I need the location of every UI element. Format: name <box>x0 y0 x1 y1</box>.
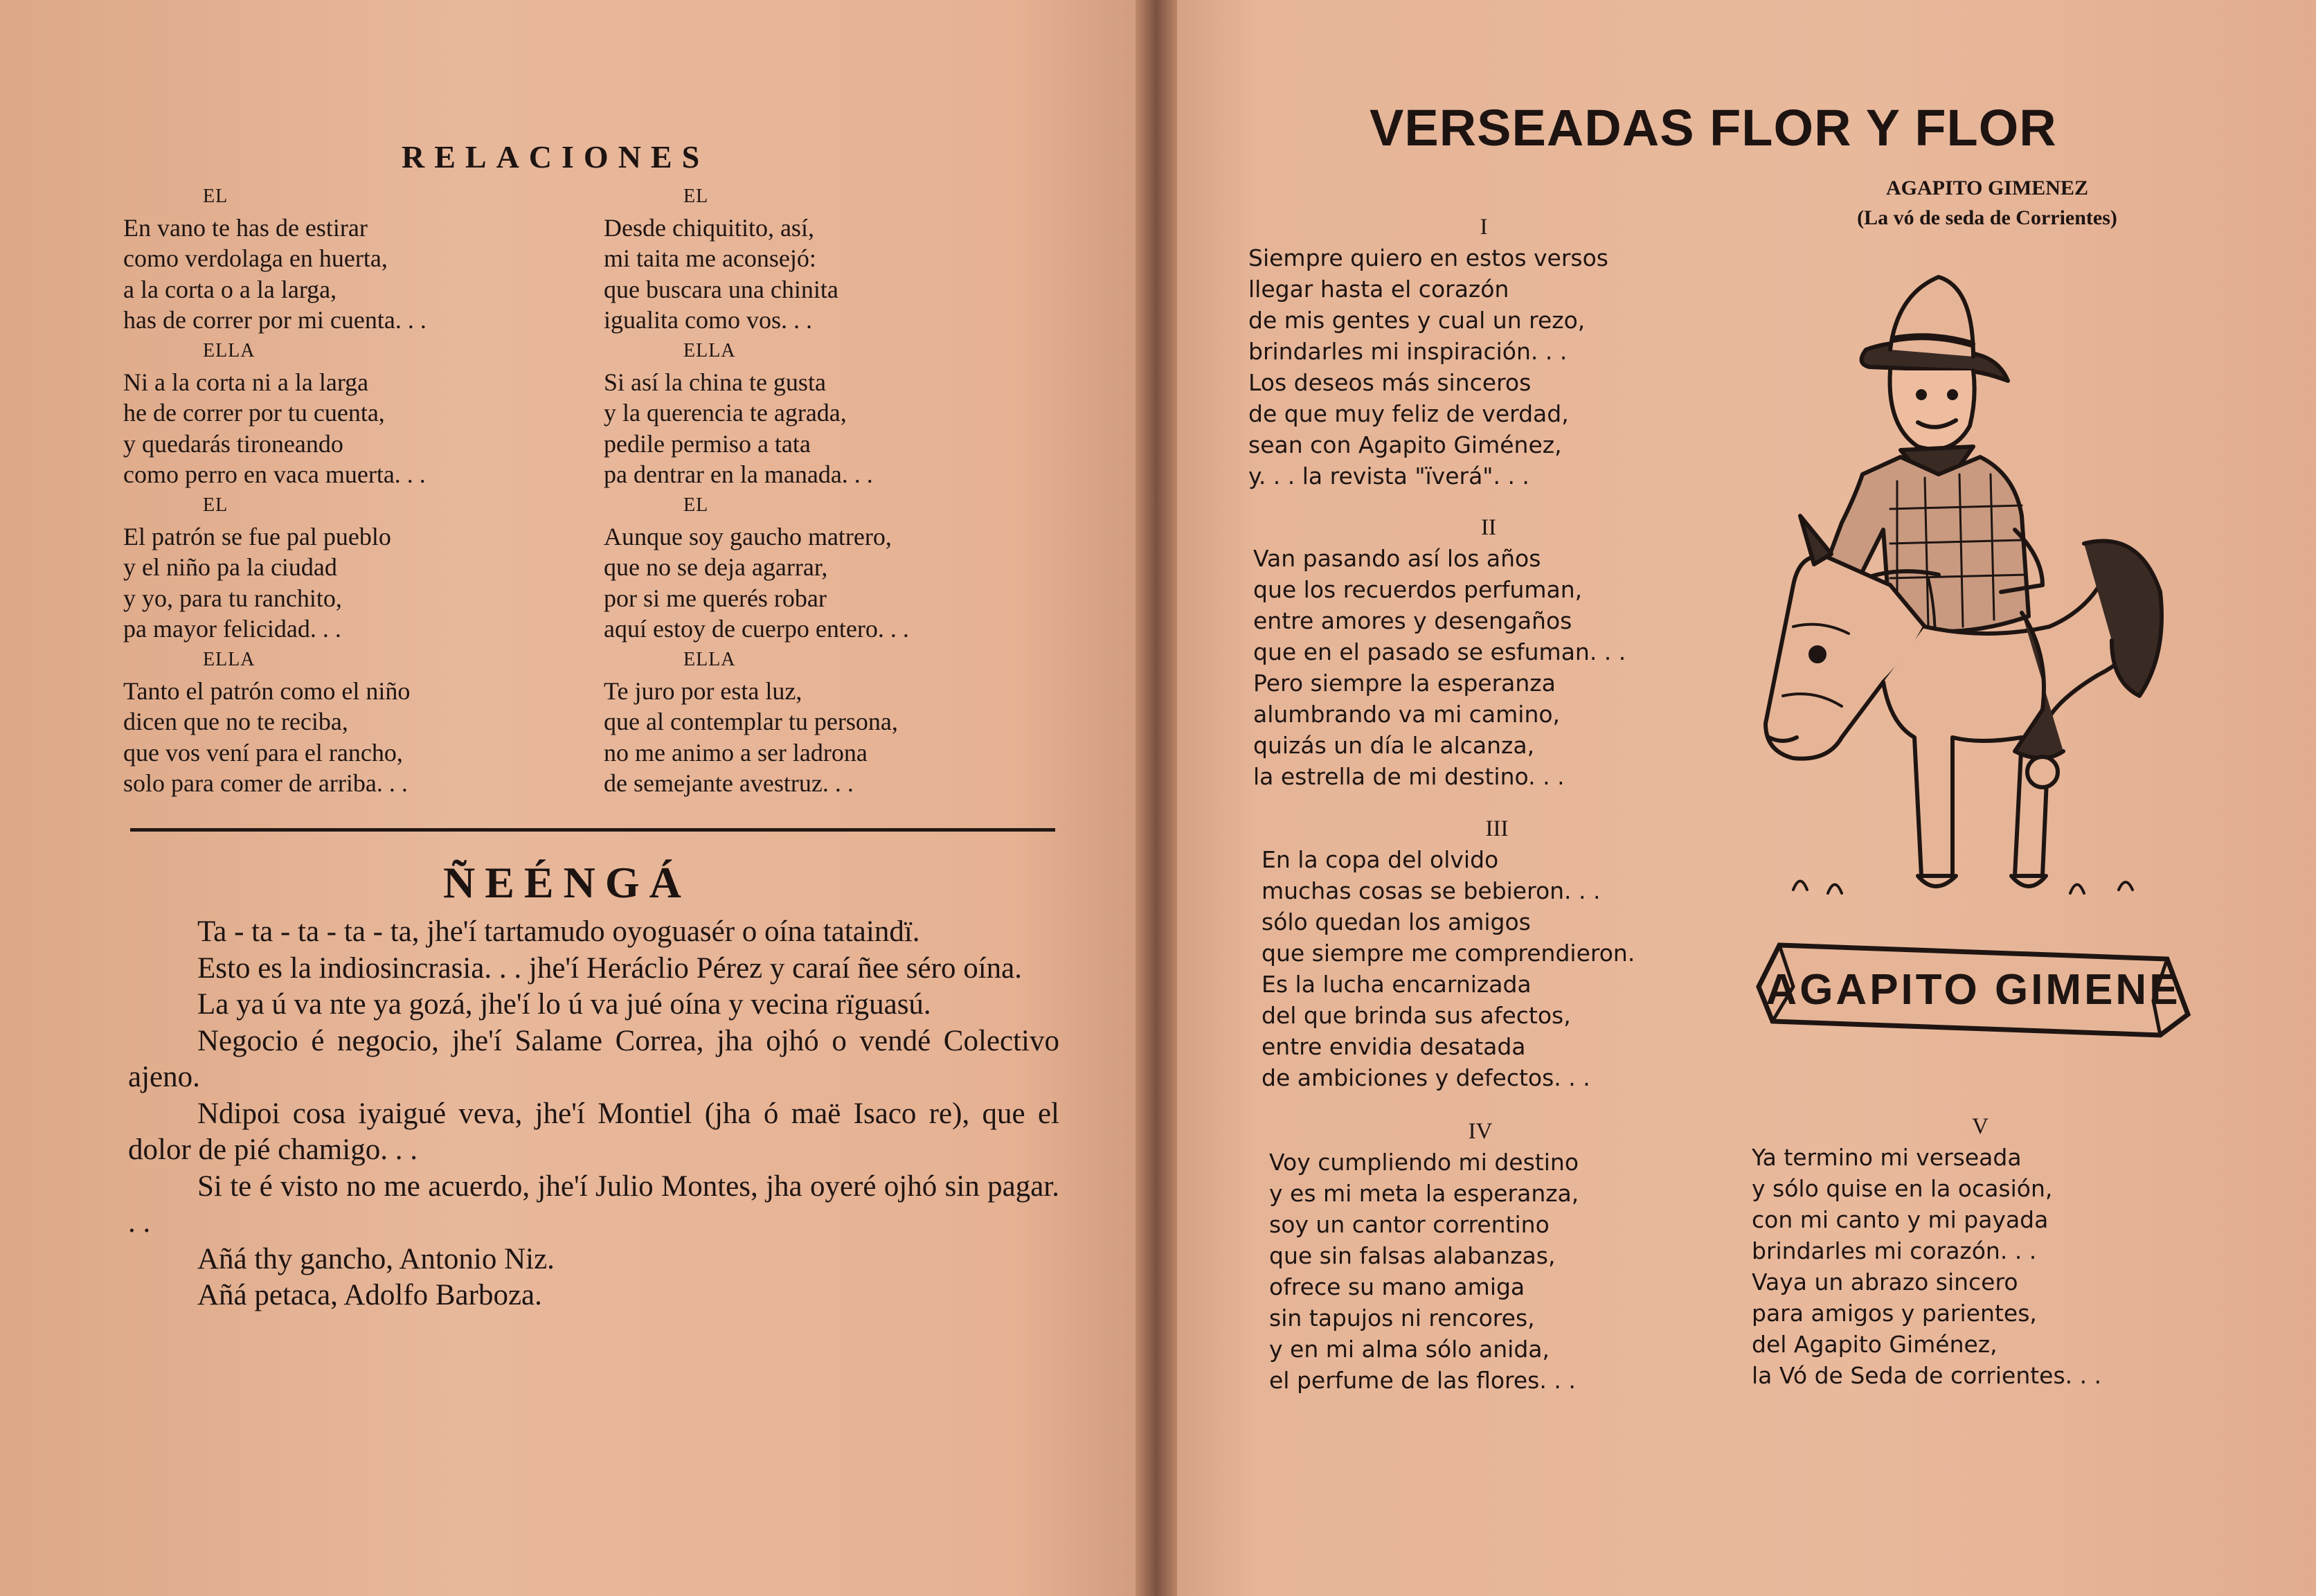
stanza <box>1269 1116 1691 1396</box>
verse-line: aquí estoy de cuerpo entero. . . <box>604 615 909 643</box>
verse-line: alumbrando va mi camino, <box>1253 701 1561 728</box>
verse-line: que buscara una chinita <box>604 275 838 303</box>
verse-line: brindarles mi corazón. . . <box>1752 1237 2037 1264</box>
verse-line: la Vó de Seda de corrientes. . . <box>1752 1362 2102 1389</box>
verse-line: de ambiciones y defectos. . . <box>1262 1064 1590 1091</box>
stanza <box>1253 512 1724 792</box>
neenga-text <box>128 914 1059 1314</box>
verse-line: muchas cosas se bebieron. . . <box>1262 877 1601 904</box>
paragraph: Añá petaca, Adolfo Barboza. <box>197 1279 542 1311</box>
paragraph: Si te é visto no me acuerdo, jhe'í Julio Montes, jha oyeré ojhó sin pagar. . . <box>128 1169 1059 1239</box>
verse-line: que al contemplar tu persona, <box>604 708 898 736</box>
relaciones-title: RELACIONES <box>402 139 710 174</box>
verse-line: entre amores y desengaños <box>1253 607 1572 634</box>
verse-line: igualita como vos. . . <box>604 306 812 334</box>
verse-line: mi taita me aconsejó: <box>604 244 816 273</box>
verse-line: para amigos y parientes, <box>1752 1300 2037 1327</box>
stanza <box>1752 1111 2209 1391</box>
speaker-label: EL <box>683 494 709 516</box>
verse-line: pa dentrar en la manada. . . <box>604 460 873 489</box>
speaker-label: EL <box>203 186 228 207</box>
verse-line: Es la lucha encarnizada <box>1262 971 1532 998</box>
section-divider <box>130 828 1055 832</box>
verse-line: ofrece su mano amiga <box>1269 1273 1525 1300</box>
verse-line: que sin falsas alabanzas, <box>1269 1242 1556 1269</box>
verse-line: pa mayor felicidad. . . <box>123 615 341 643</box>
verse-block <box>123 336 594 490</box>
verse-line: que los recuerdos perfuman, <box>1253 576 1583 603</box>
paragraph: Ta - ta - ta - ta - ta, jhe'í tartamudo oyoguasér o oína tataindï. <box>197 915 920 948</box>
verse-block <box>604 181 1075 336</box>
paragraph: Ndipoi cosa iyaigué veva, jhe'í Montiel (jha ó maë Isaco re), que el dolor de pié chamigo. . . <box>128 1097 1059 1166</box>
stanza <box>1248 212 1719 492</box>
verse-line: brindarles mi inspiración. . . <box>1248 338 1568 365</box>
stanza-number: IV <box>1468 1119 1493 1144</box>
verse-line: del Agapito Giménez, <box>1752 1331 1998 1358</box>
verse-line: Los deseos más sinceros <box>1248 369 1532 396</box>
verse-line: Aunque soy gaucho matrero, <box>604 522 892 550</box>
verse-line: he de correr por tu cuenta, <box>123 399 385 427</box>
verse-block <box>604 645 1075 799</box>
verse-line: como perro en vaca muerta. . . <box>123 460 426 489</box>
verse-line: que en el pasado se esfuman. . . <box>1253 638 1626 665</box>
verse-line: de que muy feliz de verdad, <box>1248 400 1569 427</box>
verse-line: pedile permiso a tata <box>604 429 811 458</box>
verse-line: y la querencia te agrada, <box>604 399 847 427</box>
verse-line: y quedarás tironeando <box>123 429 343 458</box>
book-gutter <box>1135 0 1177 1596</box>
verse-line: Vaya un abrazo sincero <box>1752 1268 2018 1295</box>
verse-line: En vano te has de estirar <box>123 213 368 242</box>
paragraph: La ya ú va nte ya gozá, jhe'í lo ú va jué oína y vecina rïguasú. <box>197 988 931 1021</box>
verse-line: sólo quedan los amigos <box>1262 908 1531 935</box>
verse-line: de semejante avestruz. . . <box>604 769 854 798</box>
speaker-label: ELLA <box>683 648 736 670</box>
relaciones-left-column <box>123 181 594 799</box>
verse-line: y el niño pa la ciudad <box>123 553 337 582</box>
author-name: AGAPITO GIMENEZ <box>1886 177 2088 199</box>
speaker-label: ELLA <box>683 339 736 361</box>
verse-line: En la copa del olvido <box>1262 846 1499 873</box>
verse-line: por si me querés robar <box>604 584 827 612</box>
speaker-label: EL <box>683 186 709 207</box>
verse-line: la estrella de mi destino. . . <box>1253 763 1565 790</box>
verse-line: sean con Agapito Giménez, <box>1248 431 1562 458</box>
verse-line: con mi canto y mi payada <box>1752 1206 2049 1233</box>
verse-line: de mis gentes y cual un rezo, <box>1248 307 1586 334</box>
stanza <box>1262 814 1732 1093</box>
verse-line: Ni a la corta ni a la larga <box>123 368 369 396</box>
verse-line: has de correr por mi cuenta. . . <box>123 306 427 334</box>
verse-block <box>604 490 1075 645</box>
verse-line: Voy cumpliendo mi destino <box>1269 1149 1579 1176</box>
verse-line: y es mi meta la esperanza, <box>1269 1180 1579 1207</box>
verse-block <box>123 181 594 336</box>
verse-line: Ya termino mi verseada <box>1752 1144 2022 1171</box>
verse-line: Van pasando así los años <box>1253 545 1541 572</box>
verse-line: Tanto el patrón como el niño <box>123 676 411 705</box>
author-credit <box>1800 173 2174 233</box>
verse-line: que vos vení para el rancho, <box>123 738 403 766</box>
verse-line: dicen que no te reciba, <box>123 708 348 736</box>
verse-line: que siempre me comprendieron. <box>1262 940 1635 967</box>
verse-line: y yo, para tu ranchito, <box>123 584 342 612</box>
verse-line: quizás un día le alcanza, <box>1253 732 1535 759</box>
paragraph: Esto es la indiosincrasia. . . jhe'í Heráclio Pérez y caraí ñee séro oína. <box>197 951 1022 985</box>
verse-line: solo para comer de arriba. . . <box>123 769 408 798</box>
verse-line: el perfume de las flores. . . <box>1269 1367 1576 1394</box>
verse-line: y en mi alma sólo anida, <box>1269 1336 1550 1363</box>
speaker-label: EL <box>203 494 228 516</box>
verseadas-title: VERSEADAS FLOR Y FLOR <box>1370 99 2057 156</box>
verse-line: no me animo a ser ladrona <box>604 738 868 766</box>
verse-line: a la corta o a la larga, <box>123 275 337 303</box>
stanza-number: V <box>1972 1114 1989 1139</box>
verse-line: y sólo quise en la ocasión, <box>1752 1175 2053 1202</box>
author-subtitle: (La vó de seda de Corrientes) <box>1857 206 2117 229</box>
verse-block <box>123 490 594 645</box>
stanza-number: I <box>1480 215 1488 240</box>
neenga-title: ÑEÉNGÁ <box>443 858 691 907</box>
verse-line: Te juro por esta luz, <box>604 676 802 705</box>
verse-line: como verdolaga en huerta, <box>123 244 388 273</box>
verse-line: Si así la china te gusta <box>604 368 826 396</box>
speaker-label: ELLA <box>203 648 255 670</box>
relaciones-right-column <box>604 181 1075 799</box>
stanza-number: III <box>1485 816 1509 841</box>
verse-block <box>604 336 1075 490</box>
verse-line: y. . . la revista "ïverá". . . <box>1248 463 1529 490</box>
gaucho-illustration <box>1752 267 2195 1084</box>
stanza-number: II <box>1481 515 1496 540</box>
verse-line: sin tapujos ni rencores, <box>1269 1304 1535 1332</box>
verse-line: entre envidia desatada <box>1262 1033 1526 1060</box>
verse-line: Desde chiquitito, así, <box>604 213 814 242</box>
verse-line: Siempre quiero en estos versos <box>1248 244 1608 271</box>
speaker-label: ELLA <box>203 339 255 361</box>
paragraph: Negocio é negocio, jhe'í Salame Correa, jha ojhó o vendé Colectivo ajeno. <box>128 1024 1059 1093</box>
banner-text: AGAPITO GIMENE <box>1766 966 2181 1014</box>
verse-line: soy un cantor correntino <box>1269 1211 1550 1238</box>
verse-line: que no se deja agarrar, <box>604 553 828 582</box>
verse-block <box>123 645 594 799</box>
paragraph: Añá thy gancho, Antonio Niz. <box>197 1242 555 1275</box>
verse-line: llegar hasta el corazón <box>1248 276 1509 303</box>
verse-line: El patrón se fue pal pueblo <box>123 522 391 550</box>
verse-line: del que brinda sus afectos, <box>1262 1002 1571 1029</box>
verse-line: Pero siempre la esperanza <box>1253 670 1556 697</box>
